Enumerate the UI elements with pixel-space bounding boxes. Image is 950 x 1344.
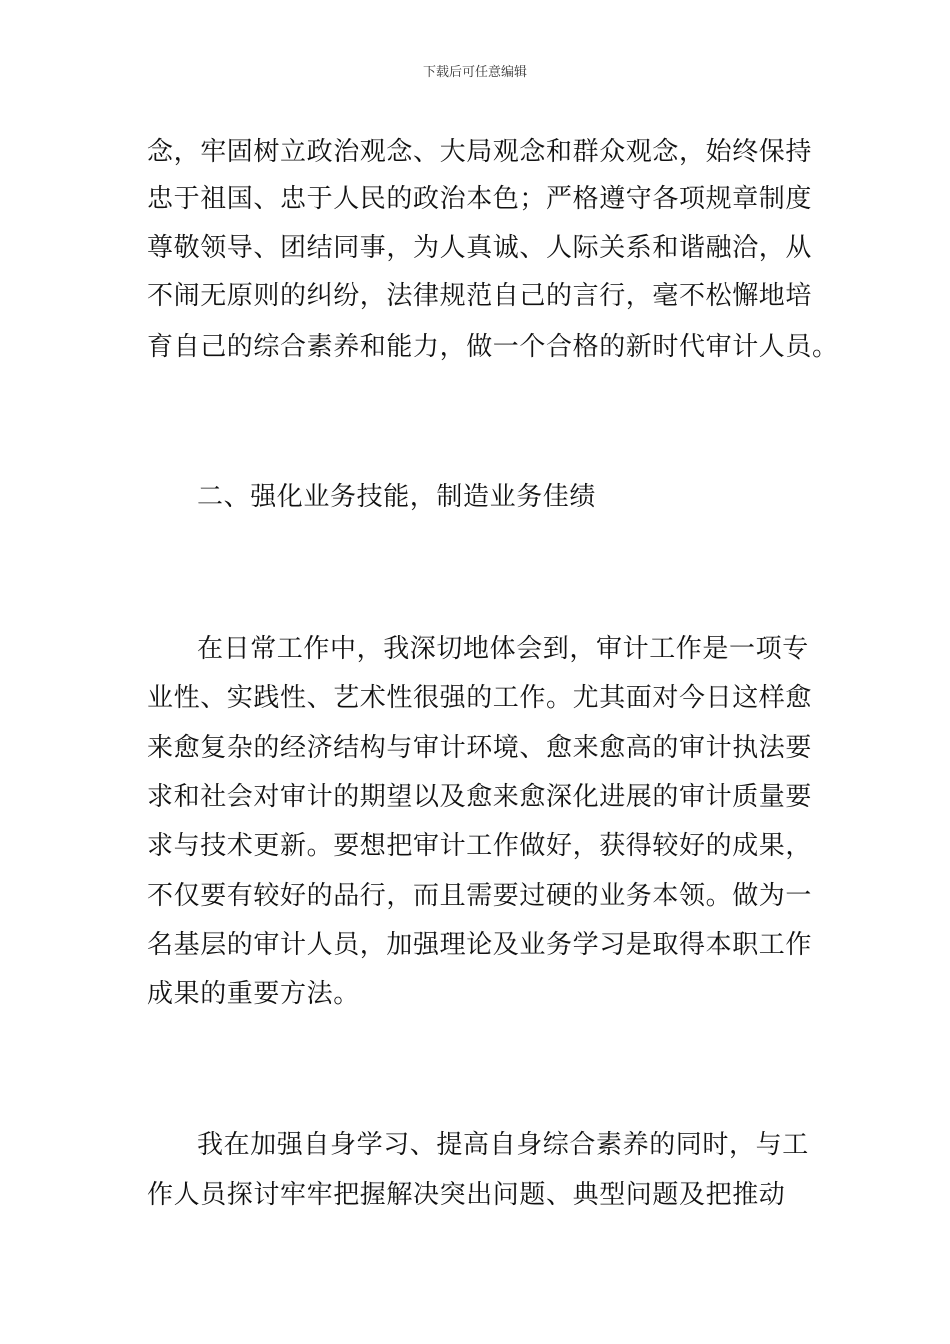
- paragraph-line: 育自己的综合素养和能力，做一个合格的新时代审计人员。: [147, 332, 839, 362]
- paragraph-line: 在日常工作中，我深切地体会到，审计工作是一项专: [197, 634, 809, 664]
- page-header: 下载后可任意编辑: [422, 65, 527, 80]
- paragraph-line: 尊敬领导、团结同事，为人真诚、人际关系和谐融洽，从: [147, 233, 813, 263]
- paragraph-line: 不闹无原则的纠纷，法律规范自己的言行，毫不松懈地培: [147, 281, 813, 311]
- paragraph-line: 忠于祖国、忠于人民的政治本色；严格遵守各项规章制度: [147, 184, 813, 214]
- paragraph-line: 来愈复杂的经济结构与审计环境、愈来愈高的审计执法要: [147, 733, 813, 763]
- paragraph-line: 成果的重要方法。: [147, 979, 360, 1009]
- paragraph-line: 求与技术更新。要想把审计工作做好，获得较好的成果，: [147, 831, 813, 861]
- paragraph-line: 我在加强自身学习、提高自身综合素养的同时，与工: [197, 1130, 809, 1160]
- paragraph-line: 不仅要有较好的品行，而且需要过硬的业务本领。做为一: [147, 881, 813, 911]
- paragraph-line: 念，牢固树立政治观念、大局观念和群众观念，始终保持: [147, 137, 813, 167]
- paragraph-line: 名基层的审计人员，加强理论及业务学习是取得本职工作: [147, 930, 813, 960]
- paragraph-line: 求和社会对审计的期望以及愈来愈深化进展的审计质量要: [147, 782, 813, 812]
- paragraph-line: 业性、实践性、艺术性很强的工作。尤其面对今日这样愈: [147, 683, 813, 713]
- paragraph-line: 作人员探讨牢牢把握解决突出问题、典型问题及把推动: [147, 1180, 786, 1210]
- section-heading: 二、强化业务技能，制造业务佳绩: [197, 482, 597, 512]
